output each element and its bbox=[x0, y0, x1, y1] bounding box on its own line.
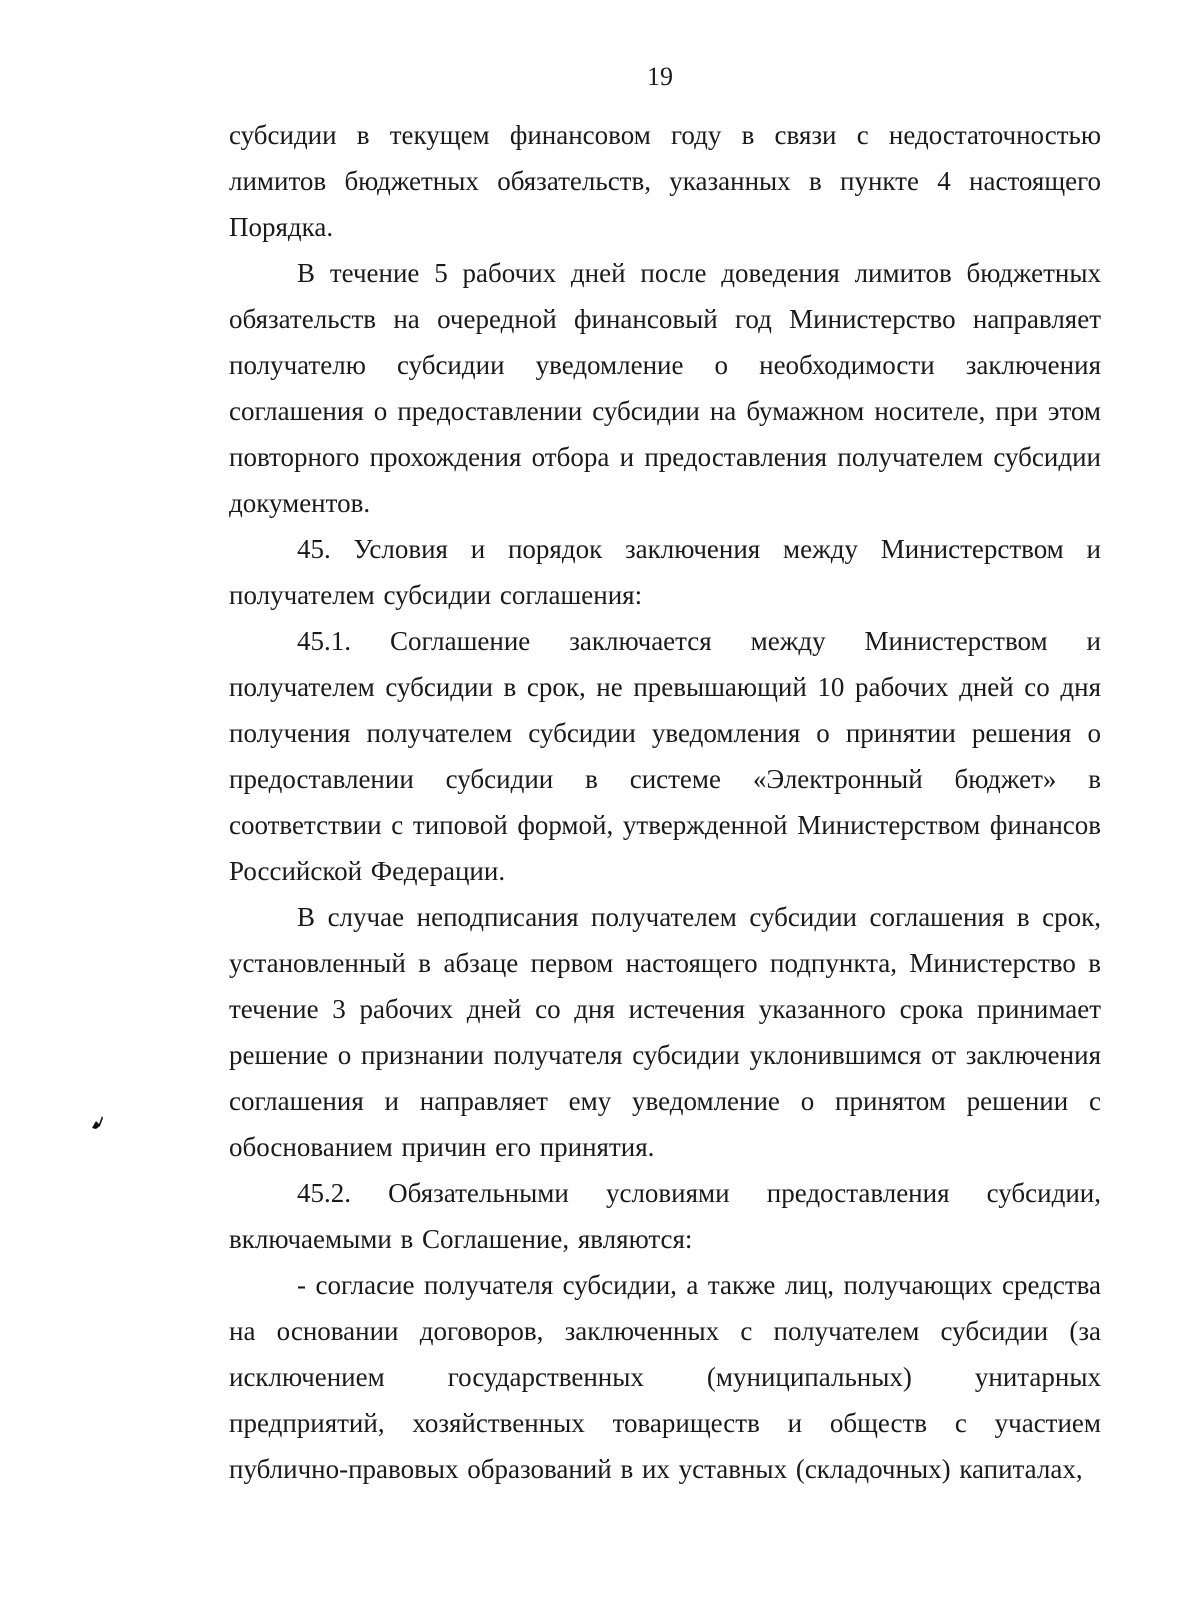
page-number: 19 bbox=[647, 62, 673, 91]
paragraph-limits-notice: В течение 5 рабочих дней после доведения лимитов бюджетных обязательств на очередной финансовый год Министерство направляет получателю субсидии уведомление о необходимости заключения соглашения о предоставлении субсидии на бумажном носителе, при этом повторного прохождения отбора и предоставления получателем субсидии документов. bbox=[229, 258, 1101, 518]
scan-artifact-mark bbox=[88, 1112, 108, 1132]
paragraph-item-45-2: 45.2. Обязательными условиями предоставления субсидии, включаемыми в Соглашение, являются: bbox=[229, 1178, 1101, 1254]
paragraph-non-signing: В случае неподписания получателем субсидии соглашения в срок, установленный в абзаце первом настоящего подпункта, Министерство в течение 3 рабочих дней со дня истечения указанного срока принимает решение о признании получателя субсидии уклонившимся от заключения соглашения и направляет ему уведомление о принятом решении с обоснованием причин его принятия. bbox=[229, 902, 1101, 1162]
document-body bbox=[229, 112, 1101, 1492]
paragraph-item-45-1: 45.1. Соглашение заключается между Министерством и получателем субсидии в срок, не превышающий 10 рабочих дней со дня получения получателем субсидии уведомления о принятии решения о предоставлении субсидии в системе «Электронный бюджет» в соответствии с типовой формой, утвержденной Министерством финансов Российской Федерации. bbox=[229, 626, 1101, 886]
paragraph-continuation: субсидии в текущем финансовом году в связи с недостаточностью лимитов бюджетных обязательств, указанных в пункте 4 настоящего Порядка. bbox=[229, 120, 1101, 242]
paragraph-item-45: 45. Условия и порядок заключения между Министерством и получателем субсидии соглашения: bbox=[229, 534, 1101, 610]
paragraph-consent-clause: - согласие получателя субсидии, а также лиц, получающих средства на основании договоров, заключенных с получателем субсидии (за исключением государственных (муниципальных) унитарных предприятий, хозяйственных товариществ и обществ с участием публично-правовых образований в их уставных (складочных) капиталах, bbox=[229, 1270, 1101, 1484]
